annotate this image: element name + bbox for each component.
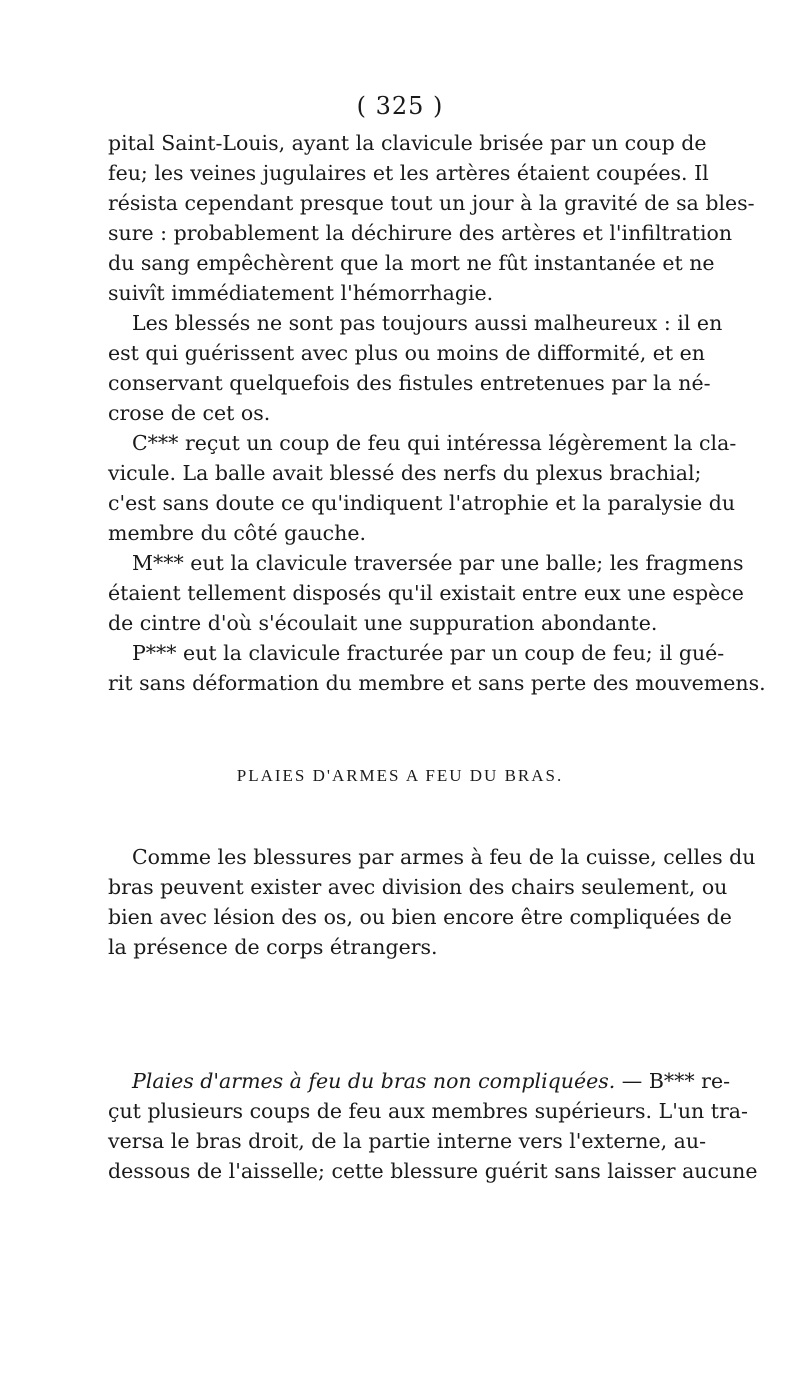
text-line: Comme les blessures par armes à feu de la cuisse, celles du	[132, 845, 756, 869]
body-text-lower	[108, 1066, 758, 1186]
text-line-with-italic-lead	[108, 1066, 731, 1096]
text-line: crose de cet os.	[108, 401, 271, 425]
text-line: la présence de corps étrangers.	[108, 935, 438, 959]
text-line: étaient tellement disposés qu'il existait entre eux une espèce	[108, 581, 744, 605]
text-line: pital Saint-Louis, ayant la clavicule brisée par un coup de	[108, 131, 707, 155]
text-line: du sang empêchèrent que la mort ne fût instantanée et ne	[108, 251, 715, 275]
text-line: dessous de l'aisselle; cette blessure guérit sans laisser aucune	[108, 1159, 758, 1183]
text-line: bien avec lésion des os, ou bien encore être compliquées de	[108, 905, 732, 929]
text-line: membre du côté gauche.	[108, 521, 367, 545]
text-line: c'est sans doute ce qu'indiquent l'atrophie et la paralysie du	[108, 491, 736, 515]
text-line: résista cependant presque tout un jour à la gravité de sa bles-	[108, 191, 755, 215]
text-line: versa le bras droit, de la partie interne vers l'externe, au-	[108, 1129, 707, 1153]
text-line: bras peuvent exister avec division des chairs seulement, ou	[108, 875, 728, 899]
body-text-middle	[108, 842, 756, 962]
text-line: M*** eut la clavicule traversée par une balle; les fragmens	[132, 551, 744, 575]
italic-subheading: Plaies d'armes à feu du bras non compliquées.	[132, 1069, 616, 1093]
text-line: vicule. La balle avait blessé des nerfs du plexus brachial;	[108, 461, 702, 485]
text-line: suivît immédiatement l'hémorrhagie.	[108, 281, 494, 305]
text-line: sure : probablement la déchirure des artères et l'infiltration	[108, 221, 733, 245]
text-line: C*** reçut un coup de feu qui intéressa légèrement la cla-	[132, 431, 737, 455]
text-line: est qui guérissent avec plus ou moins de difformité, et en	[108, 341, 706, 365]
text-line: rit sans déformation du membre et sans perte des mouvemens.	[108, 671, 766, 695]
text-line: conservant quelquefois des fistules entretenues par la né-	[108, 371, 711, 395]
text-line: Les blessés ne sont pas toujours aussi malheureux : il en	[132, 311, 723, 335]
section-heading: PLAIES D'ARMES A FEU DU BRAS.	[236, 766, 564, 785]
text-line: feu; les veines jugulaires et les artères étaient coupées. Il	[108, 161, 709, 185]
text-fragment: — B*** re-	[615, 1069, 731, 1093]
page-number: ( 325 )	[356, 92, 444, 120]
text-line: de cintre d'où s'écoulait une suppuration abondante.	[108, 611, 658, 635]
text-line: çut plusieurs coups de feu aux membres supérieurs. L'un tra-	[108, 1099, 748, 1123]
body-text-upper	[108, 128, 766, 698]
text-line: P*** eut la clavicule fracturée par un coup de feu; il gué-	[132, 641, 725, 665]
